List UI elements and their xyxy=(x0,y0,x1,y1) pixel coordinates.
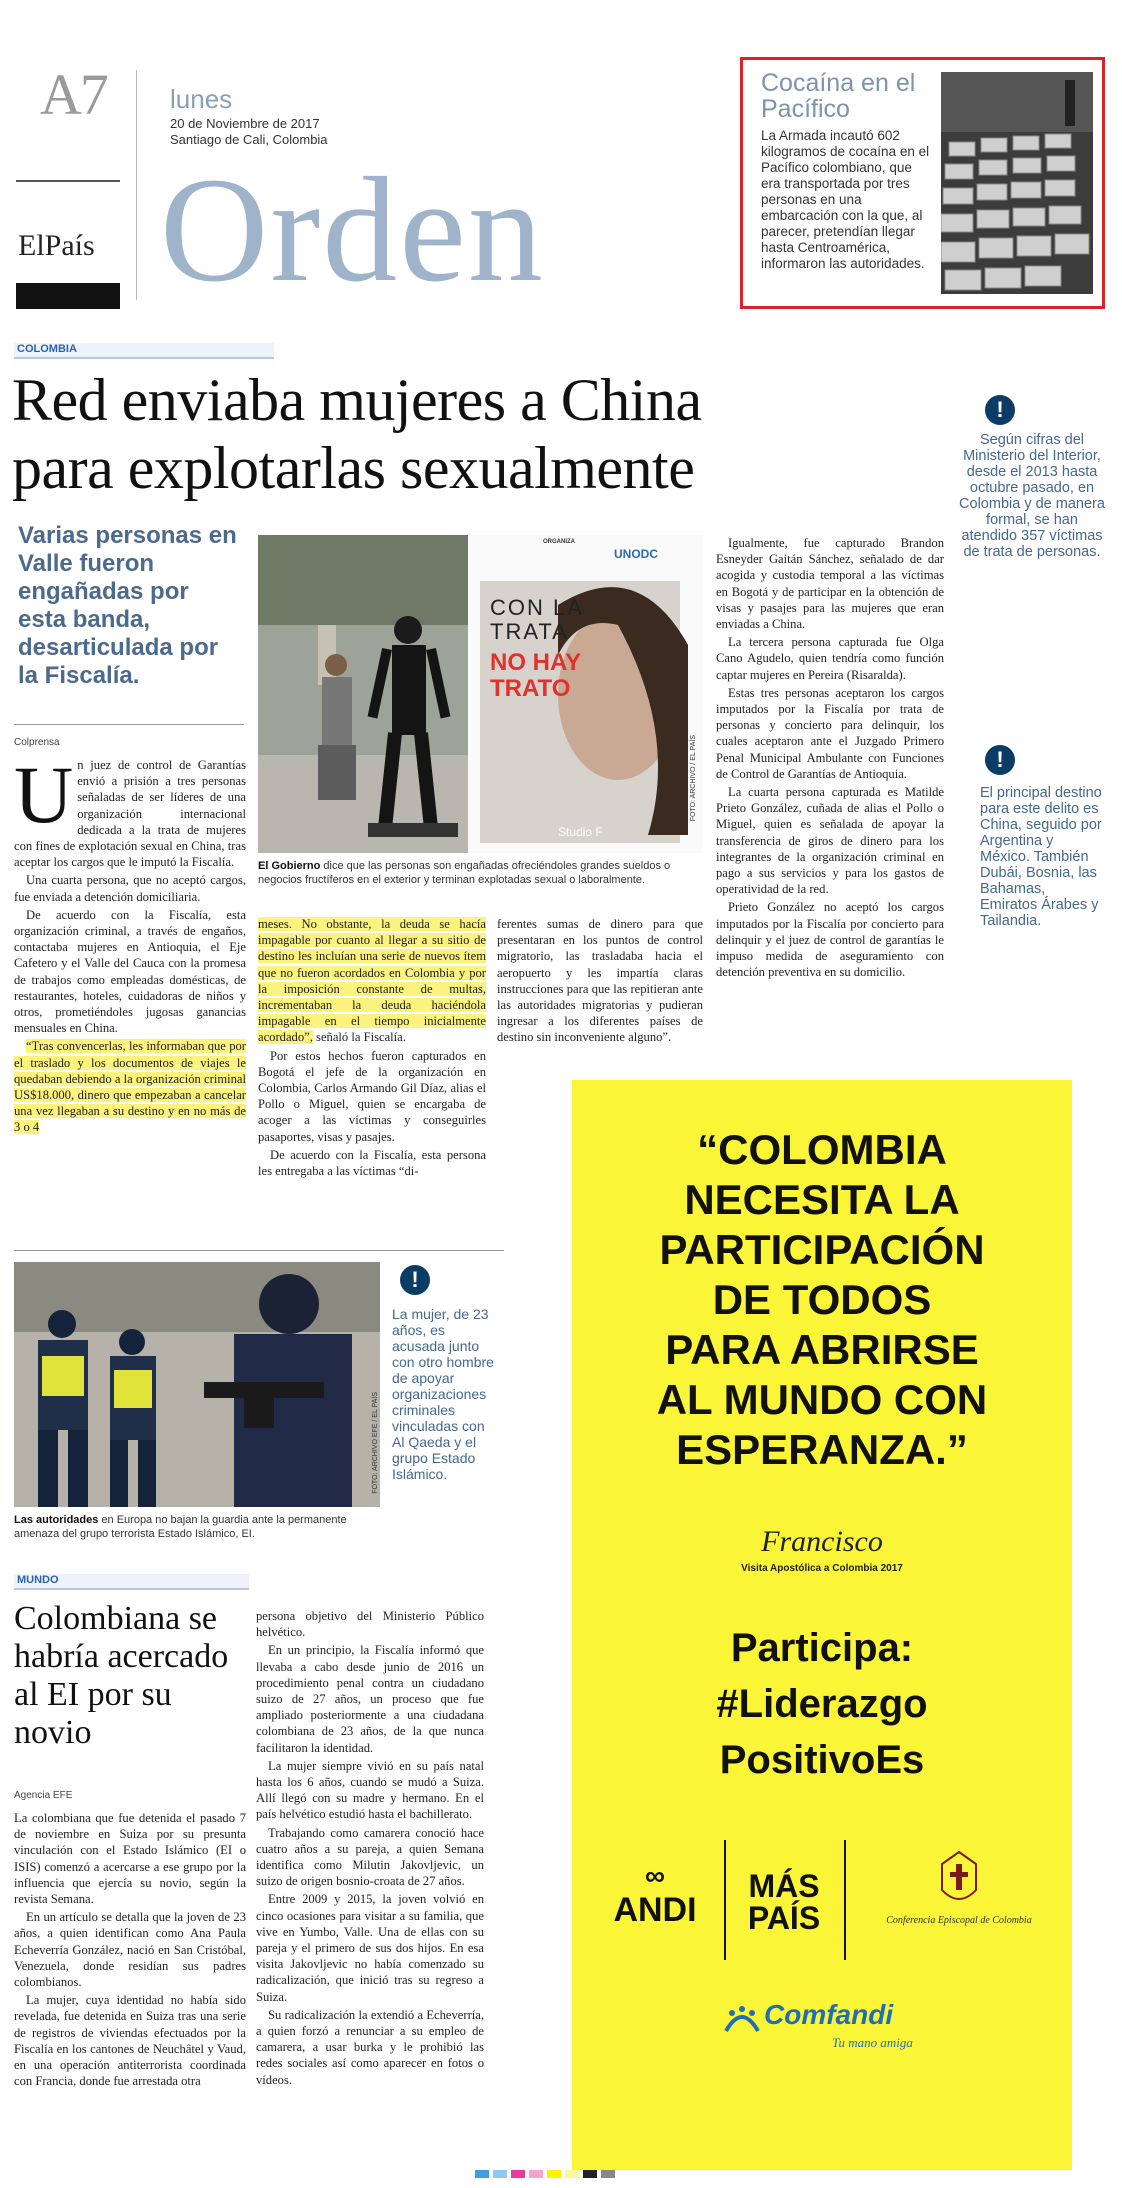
ad-quote-line-4: DE TODOS xyxy=(712,1276,932,1323)
second-col-2 xyxy=(256,1608,484,2090)
andi-icon: ∞ xyxy=(645,1860,665,1891)
second-c2-p5: Entre 2009 y 2015, la joven volvió en cinco ocasiones para visitar a su familia, que vive en Yumbo, Valle. Una de ellas con su pareja y el primero de sus dos hijos. En esa visita Jakovljevic no había comenzado su radicalización, que inició tras su regreso a Suiza. xyxy=(256,1892,484,2004)
police-photo-caption-text: en Europa no bajan la guardia ante la permanente amenaza del grupo terrorista Estado Islámico, EI. xyxy=(14,1514,347,1540)
main-c2-p1 xyxy=(258,916,486,1046)
subhead-rule xyxy=(14,724,244,725)
section-tag-mundo: MUNDO xyxy=(14,1574,249,1590)
mas-pais-line-1: MÁS xyxy=(748,1868,820,1904)
brand-logo: ElPaís xyxy=(18,229,95,262)
print-color-bar xyxy=(475,2168,635,2180)
main-photo xyxy=(258,535,702,853)
advertisement xyxy=(572,1080,1072,2170)
poster-studio-f: Studio F xyxy=(558,825,603,839)
cec-logo xyxy=(854,1850,1064,1926)
page-number: A7 xyxy=(40,62,107,127)
main-c2-p2: Por estos hechos fueron capturados en Bogotá el jefe de la organización en Colombia, Carlos Armando Gil Díaz, alias el Pollo o Miguel, quien se encargaba de acoger a las víctimas y conseguirles pasaportes, visas y pasajes. xyxy=(258,1048,486,1144)
ad-quote-line-1: “COLOMBIA xyxy=(697,1126,947,1173)
mas-pais-line-2: PAÍS xyxy=(747,1900,821,1936)
poster-organiza-label: ORGANIZA xyxy=(543,539,575,545)
info-exclamation-icon-2: ! xyxy=(985,745,1015,775)
ad-quote xyxy=(572,1125,1072,1475)
cec-label: Conferencia Episcopal de Colombia xyxy=(886,1915,1032,1926)
poster-slogan-1: CON LA xyxy=(490,595,584,620)
poster-slogan-4: TRATO xyxy=(490,675,571,702)
ad-cta-line-3: PositivoEs xyxy=(719,1738,925,1782)
info-exclamation-icon-1: ! xyxy=(985,395,1015,425)
brand-top-rule xyxy=(16,180,120,182)
main-p4 xyxy=(14,1038,246,1135)
second-c1-p3: La mujer, cuya identidad no había sido revelada, fue detenida en Suiza tras una serie de registros de viviendas efectuados por la Fiscalía en los cantones de Neuchâtel y Vaud, en una operación antiterrorista coordinada con Francia, donde fue arrestada otra xyxy=(14,1993,246,2089)
main-c4-p4: La cuarta persona capturada es Matilde Prieto González, cuñada de alias el Pollo o Miguel, quien es señalada de apoyar la transferencia de giros de dinero para los integrantes de la organización criminal en pago a sus servicios y para los gastos de operatividad de la red. xyxy=(716,785,944,897)
ad-quote-line-7: ESPERANZA.” xyxy=(676,1426,968,1473)
main-photo-caption-lead: El Gobierno xyxy=(258,860,321,872)
comfandi-people-icon xyxy=(722,2001,762,2035)
second-c2-p1: persona objetivo del Ministerio Público helvético. xyxy=(256,1609,484,1640)
main-col-3 xyxy=(497,916,703,1048)
main-c2-tail: señaló la Fiscalía. xyxy=(312,1030,406,1045)
andi-label: ANDI xyxy=(613,1891,697,1929)
dropcap: U xyxy=(14,749,74,840)
main-c3-p1: ferentes sumas de dinero para que presentaran en los puntos de control migratorio, las trasladaba hacia el aeropuerto y les impartía claras instrucciones para que las repitieran ante las autoridades migratorias y pudieran ingresar a los diferentes países de destino sin inconveniente alguno”. xyxy=(497,917,703,1045)
main-col-1 xyxy=(14,749,246,1138)
poster-slogan-2: TRATA xyxy=(490,619,569,644)
brief-body: La Armada incautó 602 kilogramos de cocaína en el Pacífico colombiano, que era transportada por tres personas en una embarcación con la que, al parecer, pretendían llegar hasta Centroamérica, informaron las autoridades. xyxy=(761,128,930,271)
masthead-city: Santiago de Cali, Colombia xyxy=(170,132,328,147)
main-subhead: Varias personas en Valle fueron engañadas por esta banda, desarticulada por la Fiscalía. xyxy=(18,522,237,689)
info-exclamation-icon-3: ! xyxy=(400,1265,430,1295)
police-photo xyxy=(14,1262,380,1507)
second-c2-p4: Trabajando como camarera conoció hace cuatro años a su pareja, a quien Semana identifica como Milutin Jakovljevic, un suizo de origen bosnio-croata de 27 años. xyxy=(256,1825,484,1889)
side-note-3: La mujer, de 23 años, es acusada junto con otro hombre de apoyar organizaciones criminales vinculadas con Al Qaeda y el grupo Estado Islámico. xyxy=(392,1306,494,1482)
ad-quote-line-5: PARA ABRIRSE xyxy=(665,1326,979,1373)
comfandi-label: Comfandi xyxy=(764,1999,894,2030)
main-p2: Una cuarta persona, que no aceptó cargos, fue enviada a detención domiciliaria. xyxy=(14,873,246,904)
masthead-day: lunes xyxy=(170,84,233,114)
second-headline: Colombiana se habría acercado al EI por su novio xyxy=(14,1600,229,1751)
masthead xyxy=(0,55,720,315)
main-p3: De acuerdo con la Fiscalía, esta organización criminal, a través de engaños, contactaba mujeres en Antioquia, el Eje Cafetero y el Valle del Cauca con la promesa de trabajos como empleadas domésticas, de restaurantes, hoteles, cuidadoras de niños y otros, prometiéndoles jugosas ganancias mensuales en China. xyxy=(14,907,246,1036)
cocaine-packages-image xyxy=(941,72,1093,294)
second-byline: Agencia EFE xyxy=(14,1790,73,1801)
ad-quote-line-6: AL MUNDO CON xyxy=(656,1376,988,1423)
main-p4-highlight: “Tras convencerlas, les informaban que por el traslado y los documentos de viajes le quedaban debiendo a la organización criminal US$18.000, dinero que empezaban a cancelar una vez llegaban a su destino y en no más de 3 o 4 xyxy=(14,1039,246,1135)
trafficking-poster-photo xyxy=(258,535,702,853)
main-c2-highlight: meses. No obstante, la deuda se hacía impagable por cuanto al llegar a su sitio de destino les incluían una serie de nuevos ítem que no fueron acordados en Colombia y por la imposición constante de multas, incrementaban la deuda haciéndola impagable en el tiempo inicialmente acordado”, xyxy=(258,917,486,1045)
brand-bar xyxy=(16,283,120,309)
main-photo-caption xyxy=(258,859,702,887)
masthead-divider xyxy=(136,70,137,300)
main-headline-line2: para explotarlas sexualmente xyxy=(12,435,695,501)
second-col-1 xyxy=(14,1810,246,2091)
main-c4-p5: Prieto González no aceptó los cargos imputados por la Fiscalía por concierto para delinquir y el juez de control de garantías le impuso medida de aseguramiento con detención preventiva en su domicilio. xyxy=(716,900,944,980)
comfandi-logo xyxy=(722,1995,942,2065)
cec-crest-icon xyxy=(936,1850,982,1910)
main-byline: Colprensa xyxy=(14,737,60,748)
side-note-2: El principal destino para este delito es China, seguido por Argentina y México. También Dubái, Bosnia, las Bahamas, Emiratos Árabes y Tailandia. xyxy=(980,785,1102,929)
ad-cta-line-2: #Liderazgo xyxy=(716,1682,928,1726)
masthead-date: 20 de Noviembre de 2017 xyxy=(170,116,320,131)
police-photo-caption xyxy=(14,1513,380,1541)
ad-visit-label: Visita Apostólica a Colombia 2017 xyxy=(741,1563,903,1574)
logo-divider-1 xyxy=(724,1840,726,1960)
second-c2-p6: Su radicalización la extendió a Echeverría, a quien forzó a renunciar a su empleo de camarera, a usar burka y le prohibió las redes sociales así como aparecer en fotos o vídeos. xyxy=(256,2007,484,2087)
police-patrol-image xyxy=(14,1262,380,1507)
main-p1: n juez de control de Garantías envió a prisión a tres personas señaladas de ser líderes de una organización internacional dedicada a la trata de mujeres con fines de explotación sexual en China, tras aceptar los cargos que le imputó la Fiscalía. xyxy=(14,758,246,870)
poster-slogan-3: NO HAY xyxy=(490,649,582,676)
main-c4-p3: Estas tres personas aceptaron los cargos imputados por la Fiscalía por trata de personas y concierto para delinquir, los cuales aceptaron ante el Juzgado Primero Penal Municipal Ambulante con Funciones de Control de Garantías de Antioquia. xyxy=(716,685,944,781)
second-c2-p3: La mujer siempre vivió en su país natal hasta los 6 años, cuando se mudó a Suiza. Allí llegó con su madre y hermano. En el país helvético estudió hasta el bachillerato. xyxy=(256,1758,484,1822)
section-title: Orden xyxy=(160,147,545,313)
main-col-4 xyxy=(716,535,944,982)
photo-rule xyxy=(14,1250,504,1251)
main-col-2 xyxy=(258,916,486,1181)
second-c1-p2: En un artículo se detalla que la joven de 23 años, a quien identifican como Ana Paula Echeverría González, nació en San Cristóbal, Venezuela, donde residían sus padres colombianos. xyxy=(14,1910,246,1990)
ad-quote-line-3: PARTICIPACIÓN xyxy=(659,1226,985,1273)
main-c4-p2: La tercera persona capturada fue Olga Cano Agudelo, quien tendría como función captar mujeres en Pereira (Risaralda). xyxy=(716,635,944,682)
second-c2-p2: En un principio, la Fiscalía informó que llevaba a cabo desde junio de 2016 un procedimiento penal contra un ciudadano suizo de 27 años, un proceso que fue ampliado posteriormente a una ciudadana colombiana de 23 años, de la que nunca facilitaron la identidad. xyxy=(256,1643,484,1755)
second-c1-p1: La colombiana que fue detenida el pasado 7 de noviembre en Suiza por su presunta vinculación con el Estado Islámico (EI o ISIS) comenzó a acercarse a ese grupo por la influencia que ejercía su novio, según la revista Semana. xyxy=(14,1811,246,1907)
main-photo-caption-text: dice que las personas son engañadas ofreciéndoles grandes sueldos o negocios fructíferos en el exterior y terminan explotadas sexual o laboralmente. xyxy=(258,860,671,886)
logo-divider-2 xyxy=(844,1840,846,1960)
andi-logo xyxy=(600,1860,710,1950)
ad-cta-line-1: Participa: xyxy=(730,1626,914,1670)
main-c4-p1: Igualmente, fue capturado Brandon Esneyder Gaitán Sánchez, señalado de dar acogida y custodia temporal a las víctimas en Bogotá y de participar en la obtención de visas y pasajes para las mujeres que eran enviadas a China. xyxy=(716,536,944,632)
side-note-1: Según cifras del Ministerio del Interior, desde el 2013 hasta octubre pasado, en Colombia y de manera formal, se han atendido 357 víctimas de trata de personas. xyxy=(959,432,1105,560)
comfandi-tagline: Tu mano amiga xyxy=(832,2035,913,2050)
ad-signature: Francisco xyxy=(761,1525,883,1558)
section-tag-colombia: COLOMBIA xyxy=(14,343,274,359)
ad-quote-line-2: NECESITA LA xyxy=(684,1176,960,1223)
main-headline-line1: Red enviaba mujeres a China xyxy=(12,367,702,433)
poster-unodc-logo: UNODC xyxy=(614,547,658,561)
police-photo-credit: FOTO: ARCHIVO EFE / EL PAÍS xyxy=(372,1392,379,1494)
police-photo-caption-lead: Las autoridades xyxy=(14,1514,99,1526)
main-c2-p3: De acuerdo con la Fiscalía, esta persona les entregaba a las víctimas “di- xyxy=(258,1147,486,1179)
main-photo-credit: FOTO: ARCHIVO / EL PAÍS xyxy=(690,735,697,822)
brief-title: Cocaína en el Pacífico xyxy=(761,69,916,123)
brief-photo-cocaine xyxy=(941,72,1093,294)
brief-box xyxy=(740,57,1105,309)
ad-cta xyxy=(572,1620,1072,1788)
mas-pais-logo xyxy=(734,1870,834,1934)
